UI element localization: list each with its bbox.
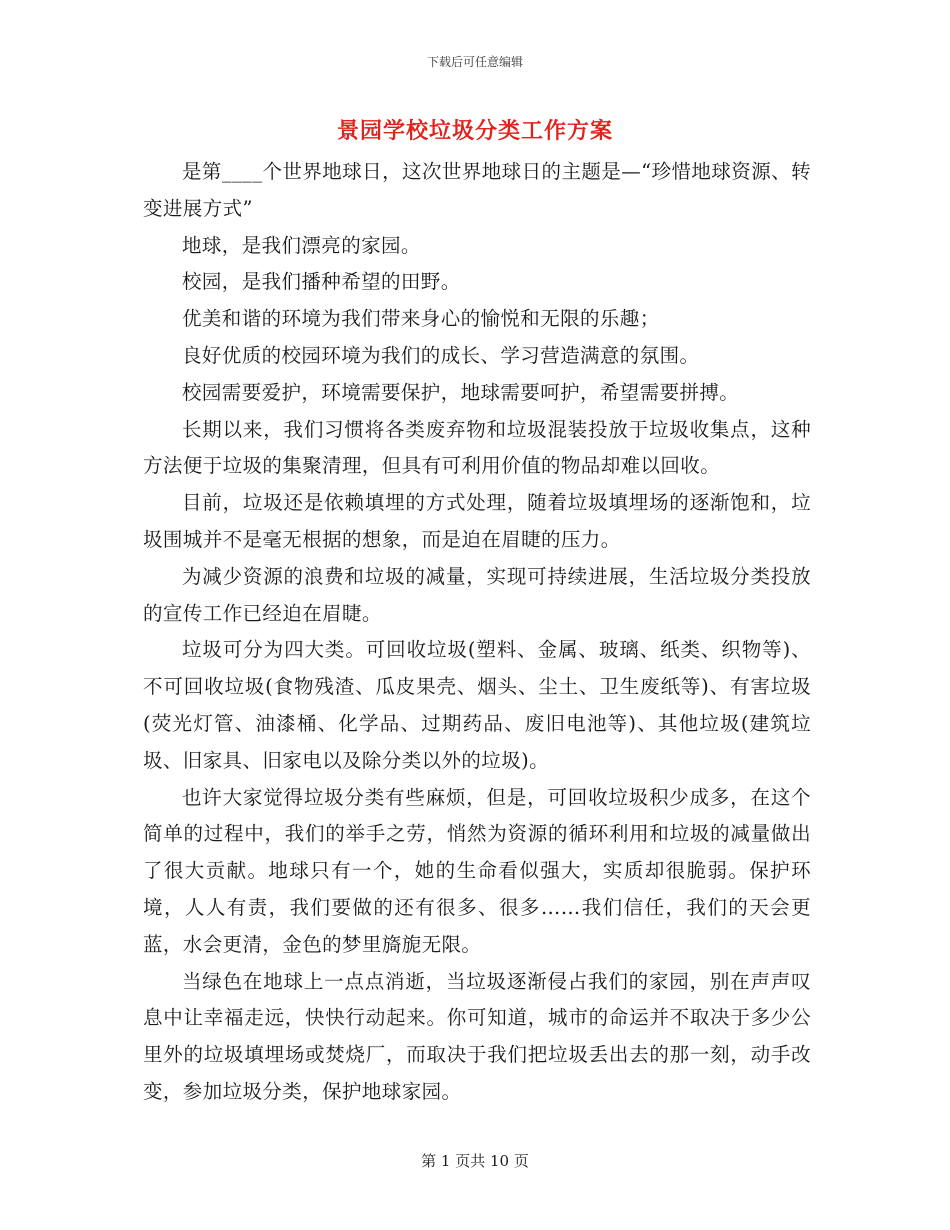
paragraph: 垃圾可分为四大类。可回收垃圾(塑料、金属、玻璃、纸类、织物等)、不可回收垃圾(食物残渣、瓜皮果壳、烟头、尘土、卫生废纸等)、有害垃圾(荧光灯管、油漆桶、化学品、过期药品、废旧电池等)、其他垃圾(建筑垃圾、旧家具、旧家电以及除分类以外的垃圾)。 xyxy=(143,638,811,772)
paragraph: 目前，垃圾还是依赖填埋的方式处理，随着垃圾填埋场的逐渐饱和，垃圾围城并不是毫无根据的想象，而是迫在眉睫的压力。 xyxy=(143,491,811,551)
page-footer: 第 1 页共 10 页 xyxy=(421,1152,529,1170)
page-header: 下载后可任意编辑 xyxy=(426,55,523,69)
paragraph: 当绿色在地球上一点点消逝，当垃圾逐渐侵占我们的家园，别在声声叹息中让幸福走远，快快行动起来。你可知道，城市的命运并不取决于多少公里外的垃圾填埋场或焚烧厂，而取决于我们把垃圾丢出去的那一刻，动手改变，参加垃圾分类，保护地球家园。 xyxy=(143,969,811,1103)
document-body xyxy=(143,154,811,1111)
paragraph: 为减少资源的浪费和垃圾的减量，实现可持续进展，生活垃圾分类投放的宣传工作已经迫在眉睫。 xyxy=(143,564,811,625)
paragraph: 长期以来，我们习惯将各类废弃物和垃圾混装投放于垃圾收集点，这种方法便于垃圾的集聚清理，但具有可利用价值的物品却难以回收。 xyxy=(143,417,811,478)
paragraph: 是第____个世界地球日，这次世界地球日的主题是—“珍惜地球资源、转变进展方式” xyxy=(143,160,811,220)
paragraph: 校园，是我们播种希望的田野。 xyxy=(182,270,461,294)
document-title: 景园学校垃圾分类工作方案 xyxy=(336,118,613,144)
paragraph: 校园需要爱护，环境需要保护，地球需要呵护，希望需要拼搏。 xyxy=(182,380,740,404)
paragraph: 地球，是我们漂亮的家园。 xyxy=(182,233,421,257)
paragraph: 也许大家觉得垃圾分类有些麻烦，但是，可回收垃圾积少成多，在这个简单的过程中，我们的举手之劳，悄然为资源的循环利用和垃圾的减量做出了很大贡献。地球只有一个，她的生命看似强大，实质却很脆弱。保护环境，人人有责，我们要做的还有很多、很多……我们信任，我们的天会更蓝，水会更清，金色的梦里旖旎无限。 xyxy=(143,785,811,956)
paragraph: 优美和谐的环境为我们带来身心的愉悦和无限的乐趣； xyxy=(182,307,660,331)
paragraph: 良好优质的校园环境为我们的成长、学习营造满意的氛围。 xyxy=(182,343,700,367)
